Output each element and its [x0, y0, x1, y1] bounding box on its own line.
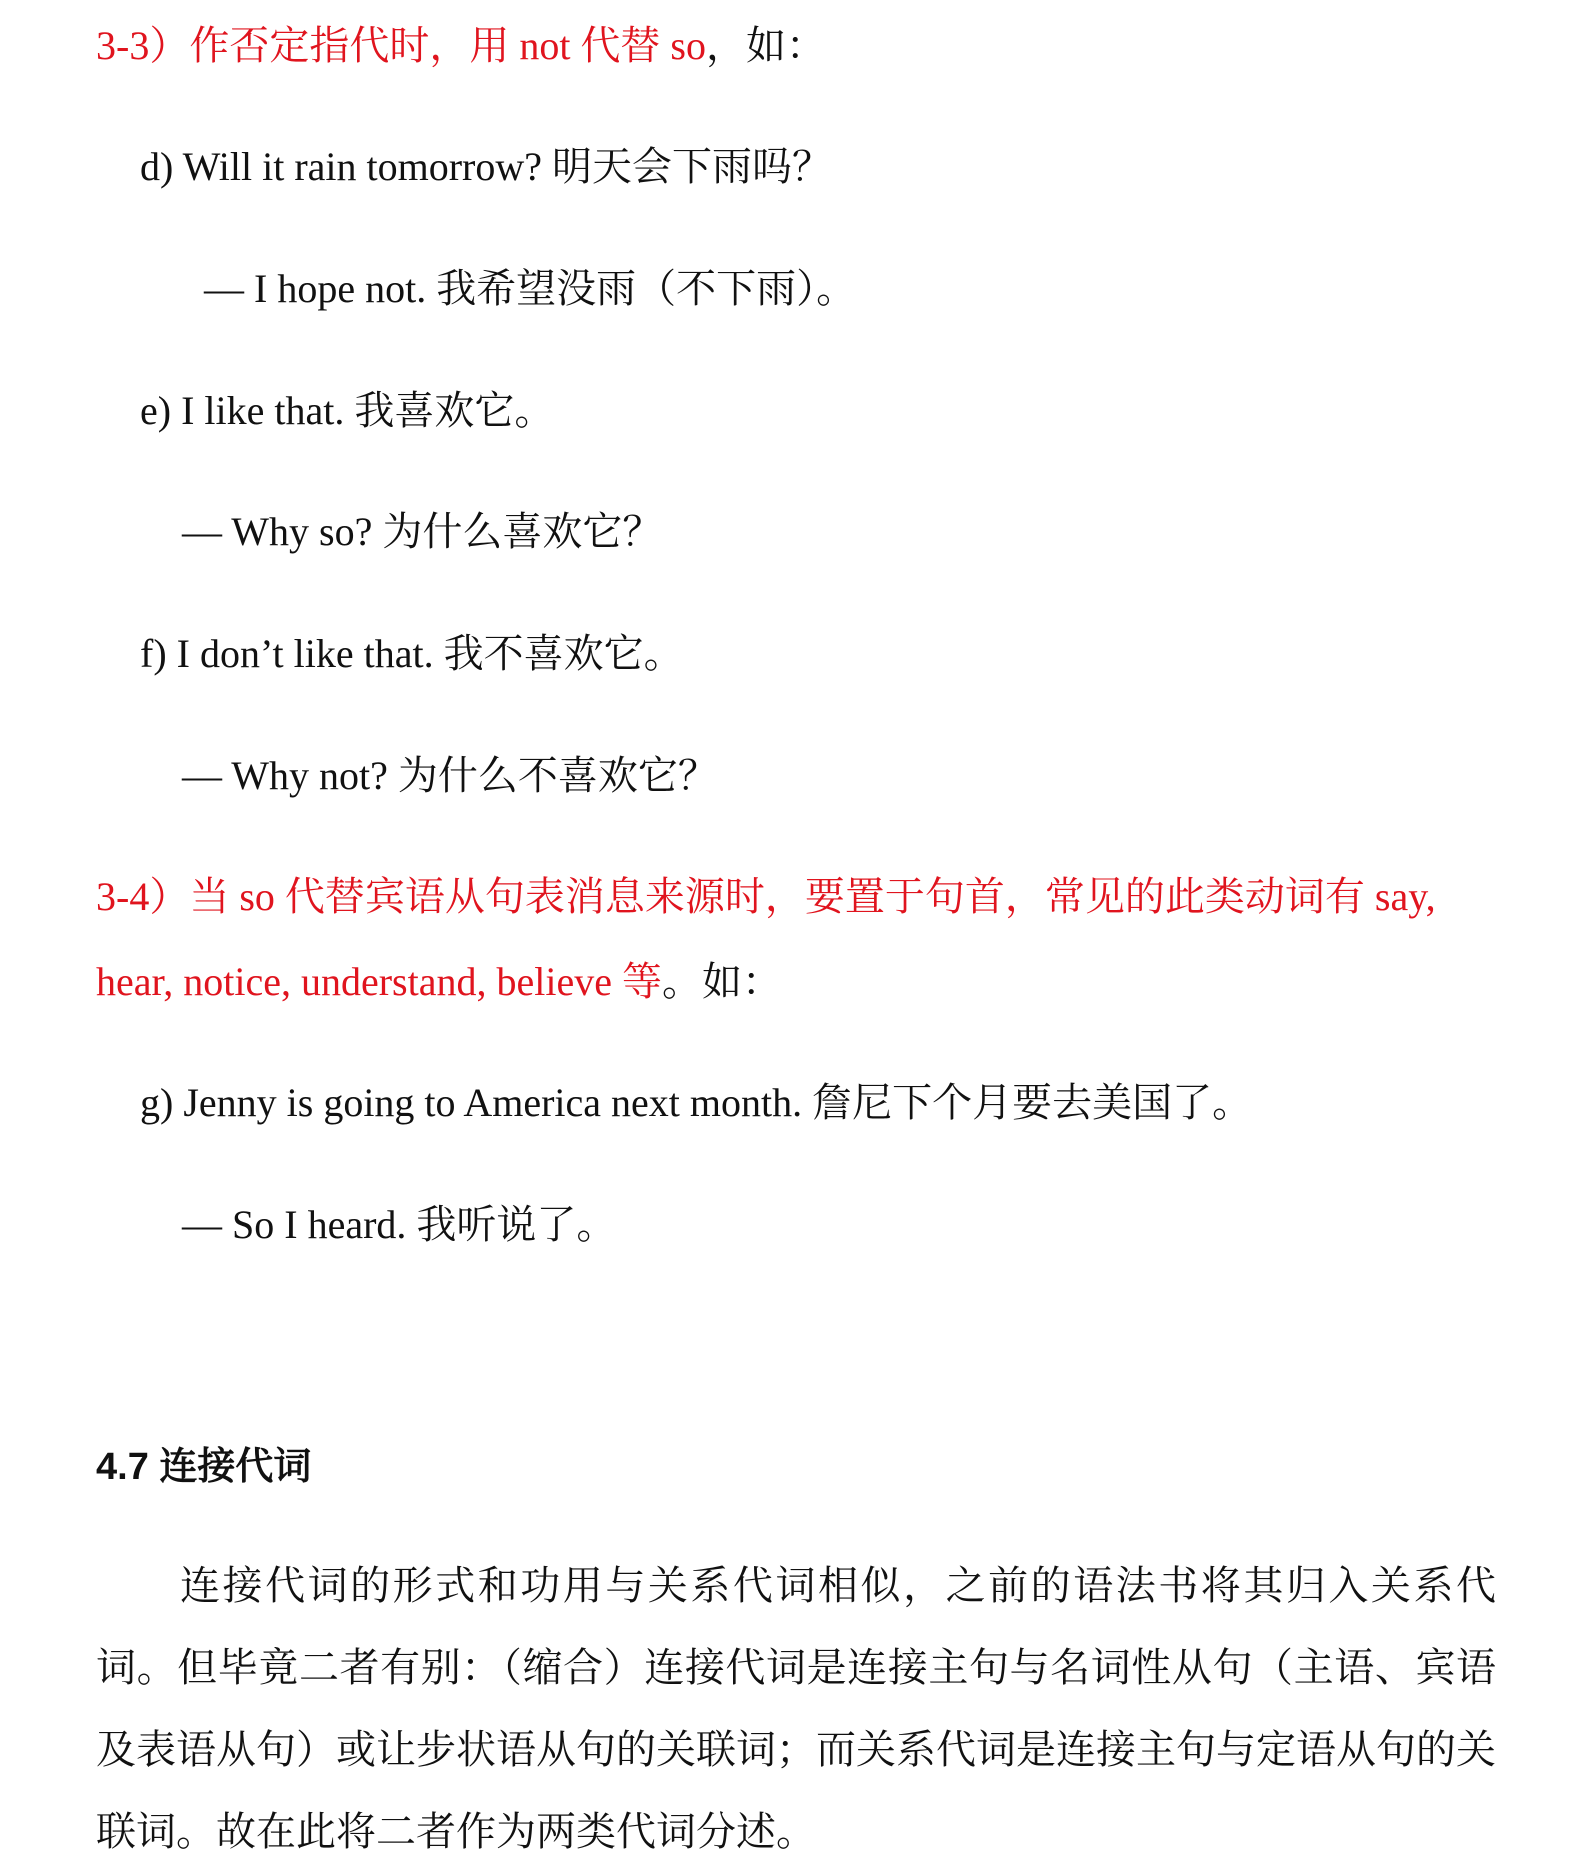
example-d-question: d) Will it rain tomorrow? 明天会下雨吗？ — [140, 144, 833, 189]
rule-3-3-tail: ，如： — [706, 23, 826, 68]
example-e-reply: — Why so? 为什么喜欢它？ — [182, 509, 663, 554]
rule-3-3 — [96, 22, 826, 70]
rule-3-4-tail: 。如： — [661, 959, 782, 1004]
rule-3-4-line2-text: hear, notice, understand, believe 等 — [96, 959, 662, 1004]
section-4-7-paragraph: 连接代词的形式和功用与关系代词相似，之前的语法书将其归入关系代词。但毕竟二者有别：（缩合）连接代词是连接主句与名词性从句（主语、宾语及表语从句）或让步状语从句的关联词；而关系代词是连接主句与定语从句的关联词。故在此将二者作为两类代词分述。 — [96, 1563, 1496, 1854]
rule-3-4-line2 — [96, 958, 782, 1006]
example-f-statement: f) I don’t like that. 我不喜欢它。 — [140, 631, 684, 676]
example-g-reply: — So I heard. 我听说了。 — [182, 1202, 617, 1247]
rule-3-4-line1: 3-4）当 so 代替宾语从句表消息来源时，要置于句首，常见的此类动词有 say, — [96, 874, 1436, 919]
section-heading-4-7: 4.7 连接代词 — [96, 1446, 312, 1488]
example-g-statement: g) Jenny is going to America next month. 詹尼下个月要去美国了。 — [140, 1080, 1253, 1125]
example-d-answer: — I hope not. 我希望没雨（不下雨）。 — [204, 266, 857, 311]
example-e-statement: e) I like that. 我喜欢它。 — [140, 388, 555, 433]
example-f-reply: — Why not? 为什么不喜欢它？ — [182, 753, 718, 798]
rule-3-3-text: 3-3）作否定指代时，用 not 代替 so — [96, 23, 706, 68]
